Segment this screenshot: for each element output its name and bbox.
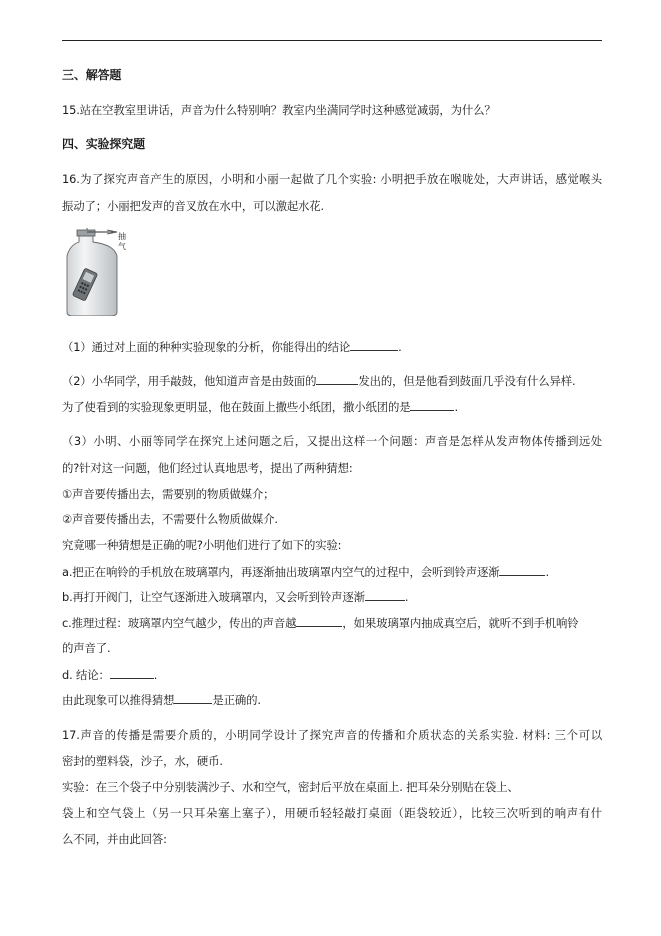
step-a-end: . [545, 565, 549, 579]
conclusion-text-a: 由此现象可以推得猜想 [62, 693, 175, 707]
question-17-line2: 密封的塑料袋，沙子，水，硬币. [62, 754, 223, 768]
answer-blank [350, 339, 398, 351]
section-heading-experiment: 四、实验探究题 [62, 137, 145, 151]
step-c-line2: 的声音了. [62, 641, 111, 655]
step-b [62, 589, 408, 605]
part2-text-b: 发出的，但是他看到鼓面几乎没有什么异样. [358, 374, 576, 388]
step-a-text: a.把正在响铃的手机放在玻璃罩内，再逐渐抽出玻璃罩内空气的过程中，会听到铃声逐渐 [62, 565, 500, 579]
answer-blank [296, 615, 342, 627]
step-c-line1 [62, 615, 578, 631]
question-17-line3: 实验：在三个袋子中分别装满沙子、水和空气，密封后平放在桌面上. 把耳朵分别贴在袋上、 [62, 780, 519, 794]
conclusion [62, 692, 261, 708]
question-16-part1 [62, 339, 402, 355]
step-a [62, 564, 549, 580]
answer-blank [365, 589, 405, 601]
answer-blank [410, 399, 454, 411]
question-17-line1: 17.声音的传播是需要介质的，小明同学设计了探究声音的传播和介质状态的关系实验. 材料: 三个可以 [62, 728, 602, 742]
guess-1: ①声音要传播出去，需要别的物质做媒介； [62, 487, 275, 501]
part2-line2-text: 为了使看到的实验现象更明显，他在鼓面上撒些小纸团，撒小纸团的是 [62, 400, 411, 414]
part2-line2-end: . [454, 400, 458, 414]
question-16-intro-line1: 16.为了探究声音产生的原因，小明和小丽一起做了几个实验: 小明把手放在喉咙处，大声讲话，感觉喉头 [62, 172, 602, 186]
guess-2: ②声音要传播出去，不需要什么物质做媒介. [62, 512, 278, 526]
part2-text-a: （2）小华同学，用手敲鼓，他知道声音是由鼓面的 [62, 374, 317, 388]
question-17-line4: 袋上和空气袋上（另一只耳朵塞上塞子），用硬币轻轻敲打桌面（距袋较近），比较三次听到的响声有什 [62, 806, 602, 820]
question-16-part2-line1 [62, 373, 575, 389]
answer-blank [110, 667, 154, 679]
which-guess: 究竟哪一种猜想是正确的呢?小明他们进行了如下的实验: [62, 538, 342, 552]
step-b-text: b.再打开阀门，让空气逐渐进入玻璃罩内，又会听到铃声逐渐 [62, 590, 365, 604]
question-16-part3-line1: （3）小明、小丽等同学在探究上述问题之后，又提出这样一个问题：声音是怎样从发声物体传播到远处 [62, 434, 602, 448]
answer-blank [174, 692, 212, 704]
question-16-intro-line2: 振动了；小丽把发声的音叉放在水中，可以激起水花. [62, 199, 325, 213]
answer-blank [316, 373, 358, 385]
step-c-text-a: c.推理过程：玻璃罩内空气越少，传出的声音越 [62, 616, 297, 630]
section-heading-answer: 三、解答题 [62, 68, 122, 82]
step-c-text-b: ，如果玻璃罩内抽成真空后，就听不到手机响铃 [342, 616, 579, 630]
question-16-part3-line2: 的?针对这一问题，他们经过认真地思考，提出了两种猜想: [62, 461, 353, 475]
part1-end: . [398, 340, 402, 354]
header-rule [62, 40, 602, 41]
question-15: 15.站在空教室里讲话，声音为什么特别响？教室内坐满同学时这种感觉减弱，为什么？ [62, 103, 496, 117]
step-d-label: d. 结论： [62, 668, 110, 682]
figure-label-pump-air: 抽气 [118, 232, 126, 251]
step-d-end: . [153, 668, 158, 682]
bell-jar-phone-figure [63, 228, 141, 316]
step-d [62, 667, 157, 683]
answer-blank [499, 564, 545, 576]
step-b-end: . [404, 590, 409, 604]
part1-text: （1）通过对上面的种种实验现象的分析，你能得出的结论 [62, 340, 351, 354]
question-16-part2-line2 [62, 399, 458, 415]
conclusion-text-b: 是正确的. [212, 693, 261, 707]
question-17-line5: 么不同，并由此回答: [62, 832, 167, 846]
